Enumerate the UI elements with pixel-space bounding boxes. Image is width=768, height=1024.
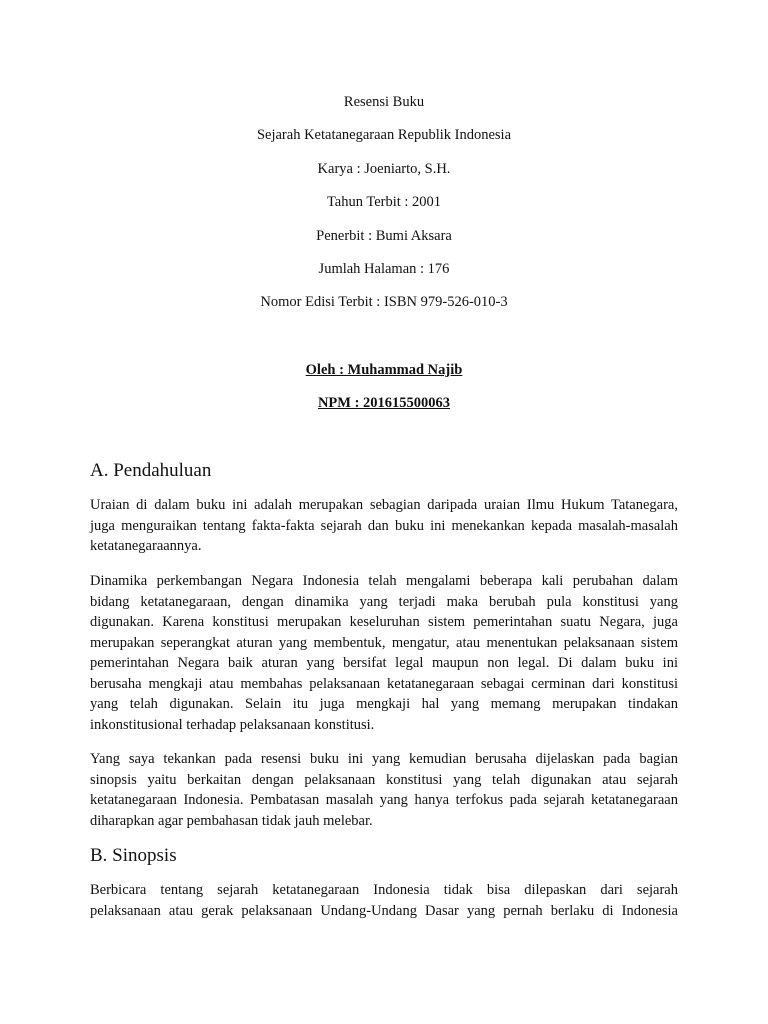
document-title: Resensi Buku bbox=[343, 94, 425, 110]
paragraph-line: pelaksanaan atau gerak pelaksanaan Undang-Undang Dasar yang pernah berlaku di Indonesia bbox=[90, 902, 678, 919]
isbn: Nomor Edisi Terbit : ISBN 979-526-010-3 bbox=[260, 294, 508, 310]
publication-year: Tahun Terbit : 2001 bbox=[326, 194, 442, 210]
paragraph-line: pemerintahan Negara baik aturan yang bersifat legal maupun non legal. Di dalam buku ini bbox=[90, 655, 678, 671]
paragraph-line: yang telah digunakan. Selain itu juga mengkaji hal yang memang merupakan tindakan bbox=[90, 696, 678, 712]
paragraph-line: ketatanegaraan Indonesia. Pembatasan masalah yang hanya terfokus pada sejarah ketatanegaraan bbox=[90, 792, 678, 808]
paragraph-line: digunakan. Karena konstitusi merupakan keseluruhan sistem pemerintahan suatu Negara, juga bbox=[90, 614, 678, 630]
paragraph bbox=[90, 495, 678, 557]
paragraph-line: berusaha mengkaji atau membahas pelaksanaan ketatanegaraan sebagai cerminan dari konstitusi bbox=[90, 675, 678, 692]
book-title: Sejarah Ketatanegaraan Republik Indonesia bbox=[256, 127, 512, 143]
book-author: Karya : Joeniarto, S.H. bbox=[317, 161, 451, 177]
paragraph-line: Yang saya tekankan pada resensi buku ini yang kemudian berusaha dijelaskan pada bagian bbox=[90, 751, 678, 767]
reviewer-name: Oleh : Muhammad Najib bbox=[305, 362, 463, 378]
publisher: Penerbit : Bumi Aksara bbox=[316, 228, 452, 244]
paragraph bbox=[90, 571, 678, 735]
paragraph bbox=[90, 880, 678, 921]
section-heading-sinopsis: B. Sinopsis bbox=[90, 845, 177, 866]
paragraph-line: ketatanegaraannya. bbox=[90, 538, 202, 554]
paragraph-line: Dinamika perkembangan Negara Indonesia telah mengalami beberapa kali perubahan dalam bbox=[90, 573, 678, 589]
paragraph bbox=[90, 749, 678, 831]
paragraph-line: Berbicara tentang sejarah ketatanegaraan Indonesia tidak bisa dilepaskan dari sejarah bbox=[90, 882, 678, 898]
paragraph-line: diharapkan agar pembahasan tidak jauh melebar. bbox=[90, 812, 373, 829]
page-count: Jumlah Halaman : 176 bbox=[318, 261, 450, 277]
paragraph-line: sinopsis yaitu berkaitan dengan pelaksanaan konstitusi yang telah digunakan atau sejarah bbox=[90, 771, 678, 788]
paragraph-line: inkonstitusional terhadap pelaksanaan konstitusi. bbox=[90, 716, 375, 733]
paragraph-line: bidang ketatanegaraan, dengan dinamika yang terjadi maka berubah pula konstitusi yang bbox=[90, 593, 678, 610]
section-heading-pendahuluan: A. Pendahuluan bbox=[90, 460, 212, 481]
paragraph-line: merupakan seperangkat aturan yang membentuk, mengatur, atau menentukan pelaksanaan sistem bbox=[90, 634, 678, 651]
reviewer-npm: NPM : 201615500063 bbox=[317, 395, 451, 411]
paragraph-line: Uraian di dalam buku ini adalah merupakan sebagian daripada uraian Ilmu Hukum Tatanegara, bbox=[90, 497, 678, 513]
paragraph-line: juga menguraikan tentang fakta-fakta sejarah dan buku ini menekankan kepada masalah-masalah bbox=[90, 517, 678, 534]
